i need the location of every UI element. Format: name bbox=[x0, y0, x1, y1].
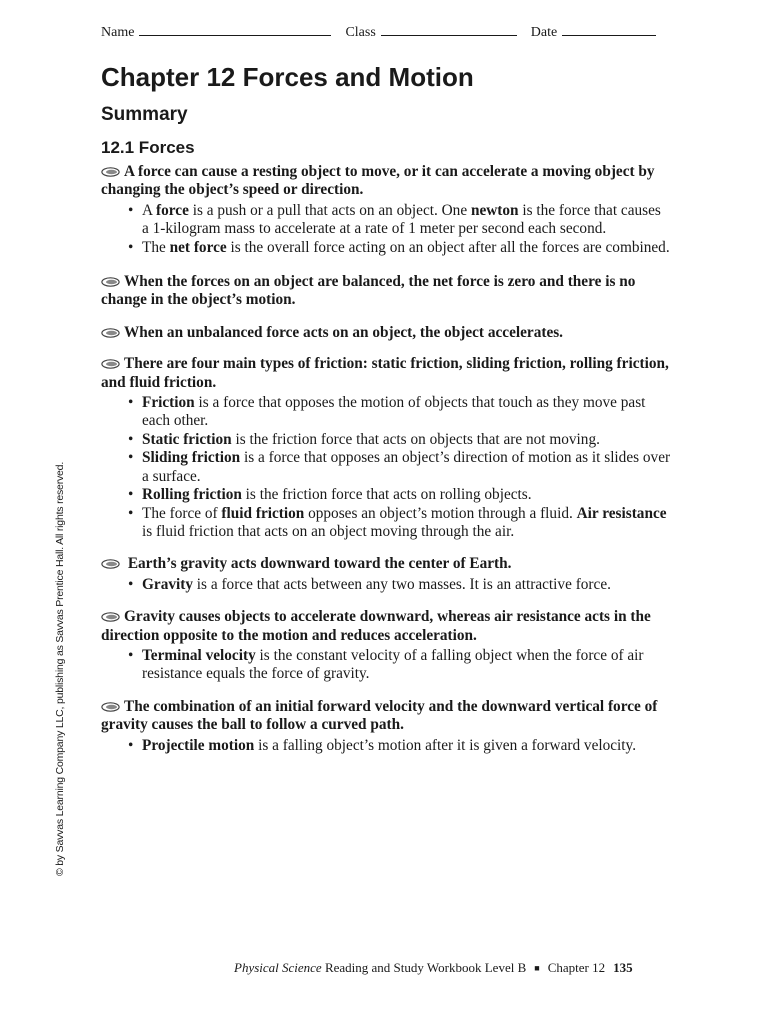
bullet-icon: • bbox=[128, 430, 134, 448]
list-item: • The force of fluid friction opposes an object’s motion through a fluid. Air resistance is fluid friction that acts on an object moving through the air. bbox=[128, 504, 667, 540]
bullet-icon: • bbox=[128, 201, 134, 219]
key-point: Gravity causes objects to accelerate downward, whereas air resistance acts in the direction opposite to the motion and reduces acceleration. bbox=[101, 608, 651, 644]
list-item: • Friction is a force that opposes the motion of objects that touch as they move past each other. bbox=[128, 394, 646, 430]
pencil-icon bbox=[101, 702, 120, 712]
bullet-list bbox=[101, 647, 671, 684]
key-point: The combination of an initial forward velocity and the downward vertical force of gravity causes the ball to follow a curved path. bbox=[101, 697, 658, 734]
pencil-icon bbox=[101, 328, 120, 338]
list-item: • Projectile motion is a falling object’s motion after it is given a forward velocity. bbox=[128, 736, 637, 754]
chapter-label: Chapter 12 bbox=[547, 960, 606, 975]
page-footer bbox=[234, 960, 666, 976]
pencil-icon bbox=[101, 167, 120, 177]
separator-icon: ■ bbox=[534, 963, 540, 973]
list-item: • Gravity is a force that acts between any two masses. It is an attractive force. bbox=[128, 575, 611, 593]
list-item: • The net force is the overall force acting on an object after all the forces are combined. bbox=[128, 238, 670, 256]
list-item: • Static friction is the friction force that acts on objects that are not moving. bbox=[128, 430, 600, 448]
class-label: Class bbox=[345, 25, 376, 40]
pencil-icon bbox=[101, 612, 120, 622]
bullet-icon: • bbox=[128, 504, 134, 522]
book-title-italic: Physical Science bbox=[234, 960, 322, 975]
date-field[interactable] bbox=[562, 23, 656, 36]
key-point: There are four main types of friction: static friction, sliding friction, rolling friction, and fluid friction. bbox=[101, 355, 669, 391]
class-field[interactable] bbox=[381, 23, 517, 36]
bullet-icon: • bbox=[128, 486, 134, 504]
key-point: Earth’s gravity acts downward toward the center of Earth. bbox=[101, 555, 671, 573]
bullet-list bbox=[101, 737, 671, 755]
bullet-list bbox=[101, 576, 671, 594]
list-item: • Sliding friction is a force that opposes an object’s direction of motion as it slides over a surface. bbox=[128, 449, 671, 485]
key-point: A force can cause a resting object to move, or it can accelerate a moving object by changing the object’s speed or direction. bbox=[101, 163, 655, 199]
page-number: 135 bbox=[613, 960, 633, 975]
summary-content bbox=[101, 163, 671, 755]
bullet-icon: • bbox=[128, 646, 134, 664]
bullet-icon: • bbox=[128, 575, 134, 593]
date-label: Date bbox=[530, 25, 558, 40]
pencil-icon bbox=[101, 559, 120, 569]
list-item: • A force is a push or a pull that acts on an object. One newton is the force that causes a 1-kilogram mass to accelerate at a rate of 1 meter per second each second. bbox=[128, 201, 661, 238]
list-item: • Terminal velocity is the constant velocity of a falling object when the force of air resistance equals the force of gravity. bbox=[128, 646, 644, 683]
pencil-icon bbox=[101, 359, 120, 369]
page-title: Chapter 12 Forces and Motion bbox=[101, 62, 474, 92]
summary-heading: Summary bbox=[101, 104, 188, 125]
section-heading: 12.1 Forces bbox=[101, 138, 195, 157]
bullet-icon: • bbox=[128, 736, 134, 754]
student-info-header bbox=[101, 23, 671, 43]
bullet-list bbox=[101, 202, 671, 257]
copyright-notice: © by Savvas Learning Company LLC, publishing as Savvas Prentice Hall. All rights reserved. bbox=[54, 461, 66, 876]
list-item: • Rolling friction is the friction force that acts on rolling objects. bbox=[128, 486, 532, 504]
bullet-icon: • bbox=[128, 238, 134, 256]
name-label: Name bbox=[101, 25, 135, 40]
bullet-list bbox=[101, 394, 671, 541]
name-field[interactable] bbox=[139, 23, 331, 36]
key-point: When the forces on an object are balanced, the net force is zero and there is no change in the object’s motion. bbox=[101, 273, 636, 309]
pencil-icon bbox=[101, 277, 120, 287]
key-point: When an unbalanced force acts on an object, the object accelerates. bbox=[101, 324, 671, 342]
bullet-icon: • bbox=[128, 394, 134, 412]
book-title: Reading and Study Workbook Level B bbox=[321, 960, 527, 975]
bullet-icon: • bbox=[128, 449, 134, 467]
